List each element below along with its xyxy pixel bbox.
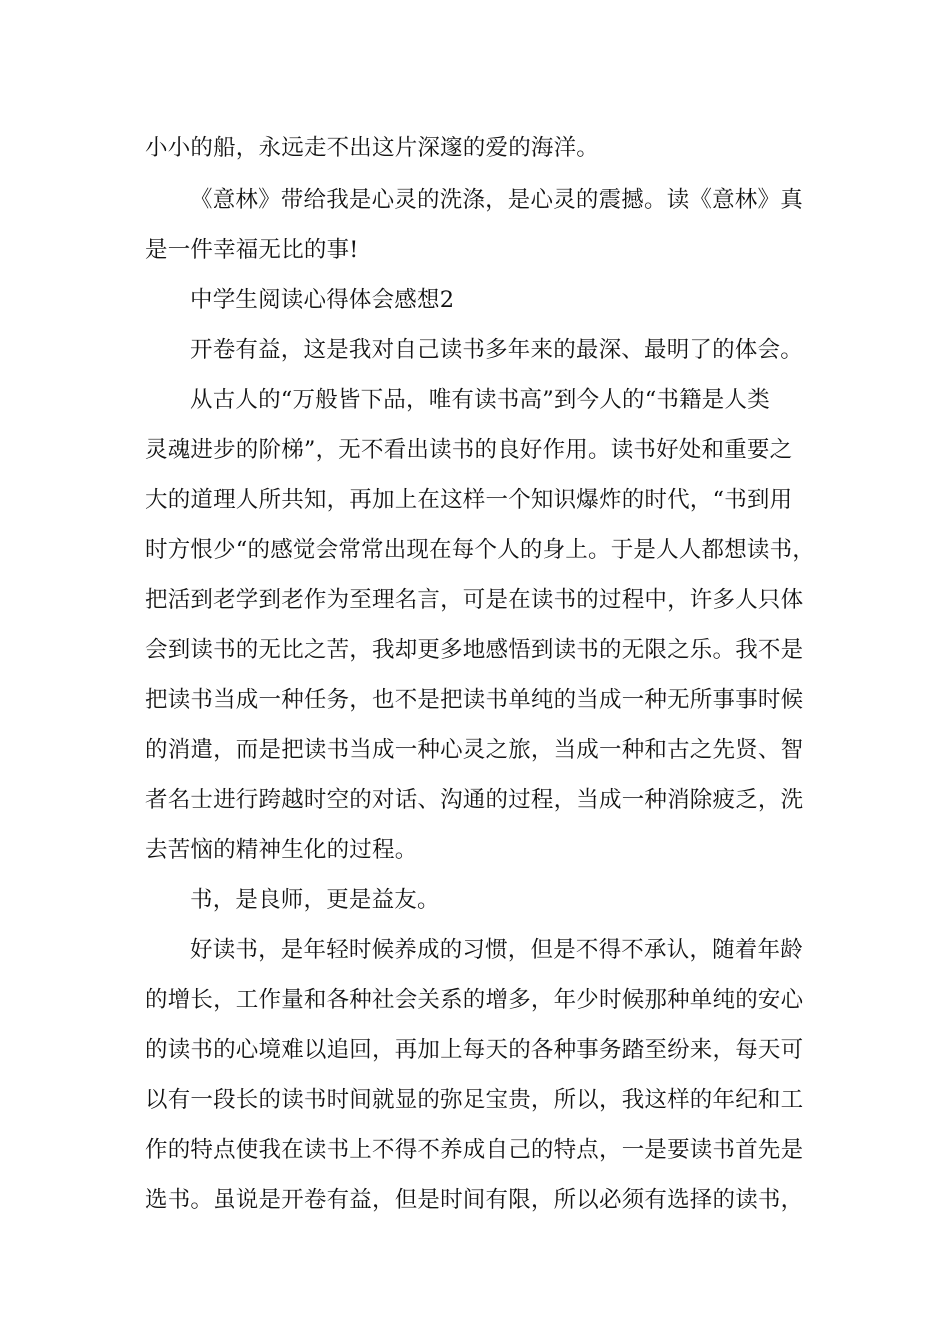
text-line: 时方恨少“的感觉会常常出现在每个人的身上。于是人人都想读书， — [145, 537, 816, 563]
text-line: 者名士进行跨越时空的对话、沟通的过程，当成一种消除疲乏，洗 — [145, 787, 804, 813]
text-line: 以有一段长的读书时间就显的弥足宝贵，所以，我这样的年纪和工 — [145, 1087, 804, 1113]
text-line: 书，是良师，更是益友。 — [190, 887, 440, 913]
section-heading: 中学生阅读心得体会感想2 — [190, 287, 455, 313]
text-line: 的增长，工作量和各种社会关系的增多，年少时候那种单纯的安心 — [145, 987, 804, 1013]
text-line: 好读书，是年轻时候养成的习惯，但是不得不承认，随着年龄 — [190, 937, 803, 963]
text-line: 开卷有益，这是我对自己读书多年来的最深、最明了的体会。 — [190, 337, 803, 363]
text-line: 作的特点使我在读书上不得不养成自己的特点，一是要读书首先是 — [145, 1137, 804, 1163]
text-line: 选书。虽说是开卷有益，但是时间有限，所以必须有选择的读书， — [145, 1187, 804, 1213]
text-line: 《意林》带给我是心灵的洗涤，是心灵的震撼。读《意林》真 — [190, 187, 803, 213]
text-line: 的消遣，而是把读书当成一种心灵之旅，当成一种和古之先贤、智 — [145, 737, 804, 763]
text-line: 大的道理人所共知，再加上在这样一个知识爆炸的时代，“书到用 — [145, 487, 793, 513]
text-line: 是一件幸福无比的事! — [145, 237, 359, 263]
text-line: 的读书的心境难以追回，再加上每天的各种事务踏至纷来，每天可 — [145, 1037, 804, 1063]
text-line: 小小的船，永远走不出这片深邃的爱的海洋。 — [145, 135, 600, 161]
text-line: 去苦恼的精神生化的过程。 — [145, 837, 418, 863]
text-line: 灵魂进步的阶梯”，无不看出读书的良好作用。读书好处和重要之 — [145, 437, 793, 463]
text-line: 把活到老学到老作为至理名言，可是在读书的过程中，许多人只体 — [145, 587, 804, 613]
text-line: 会到读书的无比之苦，我却更多地感悟到读书的无限之乐。我不是 — [145, 637, 804, 663]
text-line: 从古人的“万般皆下品，唯有读书高”到今人的“书籍是人类 — [190, 387, 770, 413]
text-line: 把读书当成一种任务，也不是把读书单纯的当成一种无所事事时候 — [145, 687, 804, 713]
